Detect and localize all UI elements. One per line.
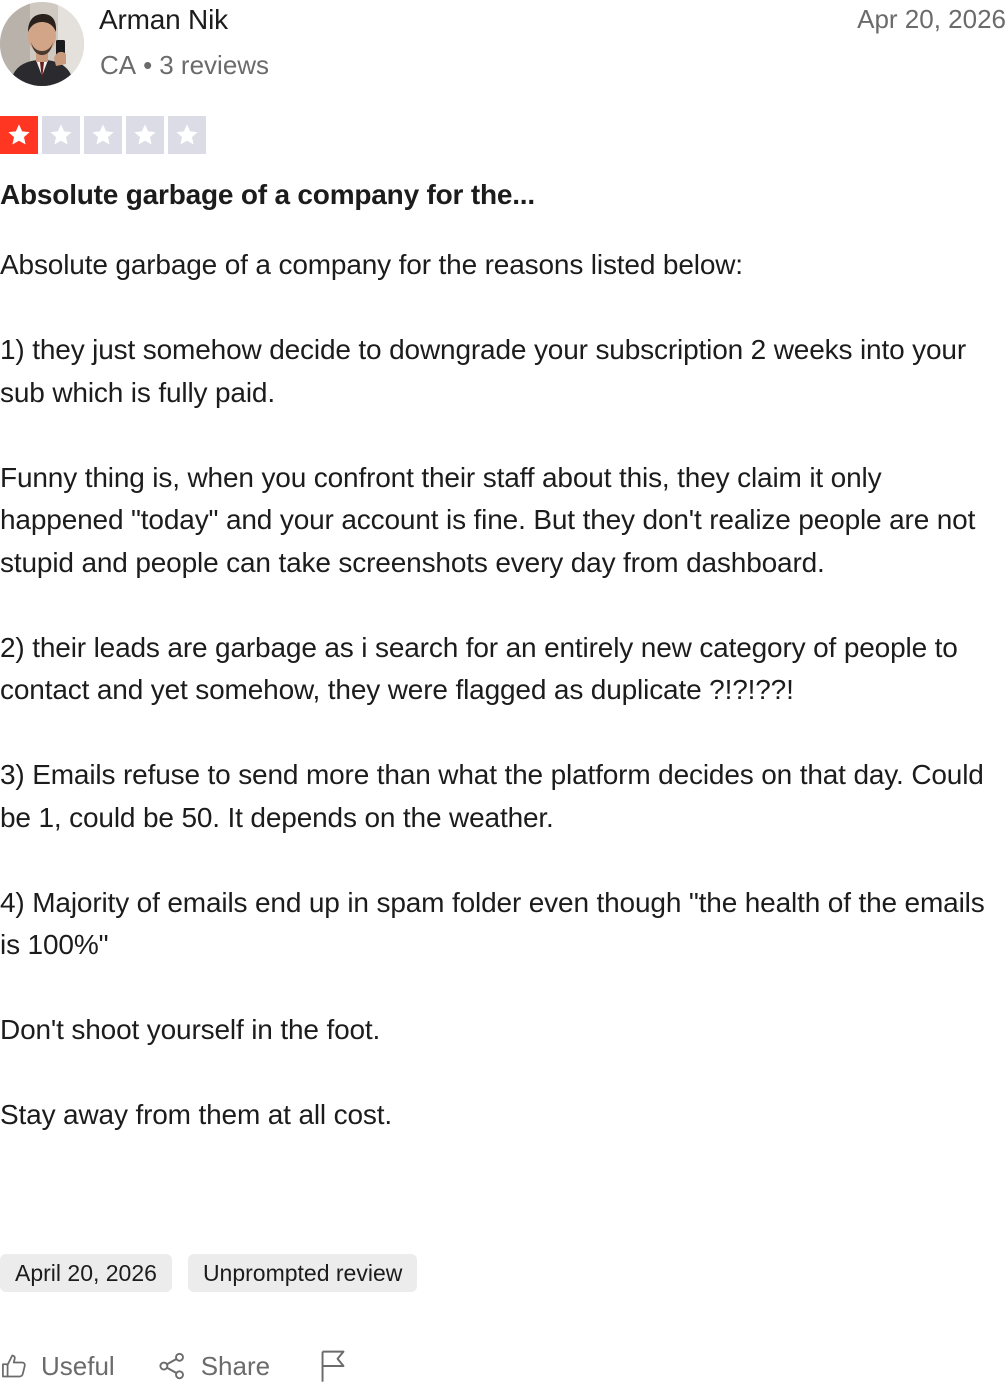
- star-icon: [90, 122, 116, 148]
- thumbs-up-icon: [0, 1352, 28, 1380]
- review-paragraph: Funny thing is, when you confront their staff about this, they claim it only happened "today" and your account is fine. But they don't realize people are not stupid and people can take screenshots every day from dashboard.: [0, 461, 976, 578]
- star-empty: [42, 116, 80, 154]
- unprompted-review-tag: Unprompted review: [188, 1254, 417, 1292]
- star-icon: [132, 122, 158, 148]
- star-empty: [168, 116, 206, 154]
- share-icon: [157, 1351, 187, 1381]
- review-paragraph: Absolute garbage of a company for the reasons listed below:: [0, 249, 743, 280]
- review-tags: [0, 1254, 417, 1292]
- review-body: [0, 244, 1000, 1179]
- review-paragraph: 3) Emails refuse to send more than what the platform decides on that day. Could be 1, could be 50. It depends on the weather.: [0, 759, 984, 833]
- experience-date-tag: April 20, 2026: [0, 1254, 172, 1292]
- useful-label: Useful: [41, 1351, 115, 1381]
- meta-separator: •: [143, 50, 153, 80]
- star-icon: [48, 122, 74, 148]
- star-rating: [0, 116, 206, 154]
- review-paragraph: 4) Majority of emails end up in spam folder even though "the health of the emails is 100%": [0, 886, 985, 960]
- review-paragraph: Stay away from them at all cost.: [0, 1099, 393, 1130]
- review-paragraph: Don't shoot yourself in the foot.: [0, 1014, 381, 1045]
- avatar[interactable]: [0, 2, 84, 86]
- star-empty: [126, 116, 164, 154]
- star-icon: [174, 122, 200, 148]
- star-filled: [0, 116, 38, 154]
- reviewer-review-count: 3 reviews: [159, 50, 270, 80]
- star-icon: [6, 122, 32, 148]
- star-empty: [84, 116, 122, 154]
- reviewer-name[interactable]: Arman Nik: [99, 4, 228, 35]
- useful-button[interactable]: [0, 1346, 115, 1386]
- review-actions: [0, 1346, 348, 1386]
- review-title[interactable]: Absolute garbage of a company for the...: [0, 179, 535, 210]
- reviewer-meta: [100, 49, 269, 81]
- review-paragraph: 1) they just somehow decide to downgrade your subscription 2 weeks into your sub which is fully paid.: [0, 334, 967, 408]
- flag-icon: [318, 1349, 348, 1383]
- share-button[interactable]: [157, 1346, 270, 1386]
- review-paragraph: 2) their leads are garbage as i search for an entirely new category of people to contact and yet somehow, they were flagged as duplicate ?!?!??!: [0, 631, 958, 705]
- reviewer-country: CA: [100, 50, 137, 80]
- review-date: Apr 20, 2026: [857, 4, 1006, 34]
- report-button[interactable]: [318, 1349, 348, 1383]
- avatar-image: [0, 2, 84, 86]
- review-header: [0, 0, 1008, 90]
- share-label: Share: [200, 1351, 271, 1381]
